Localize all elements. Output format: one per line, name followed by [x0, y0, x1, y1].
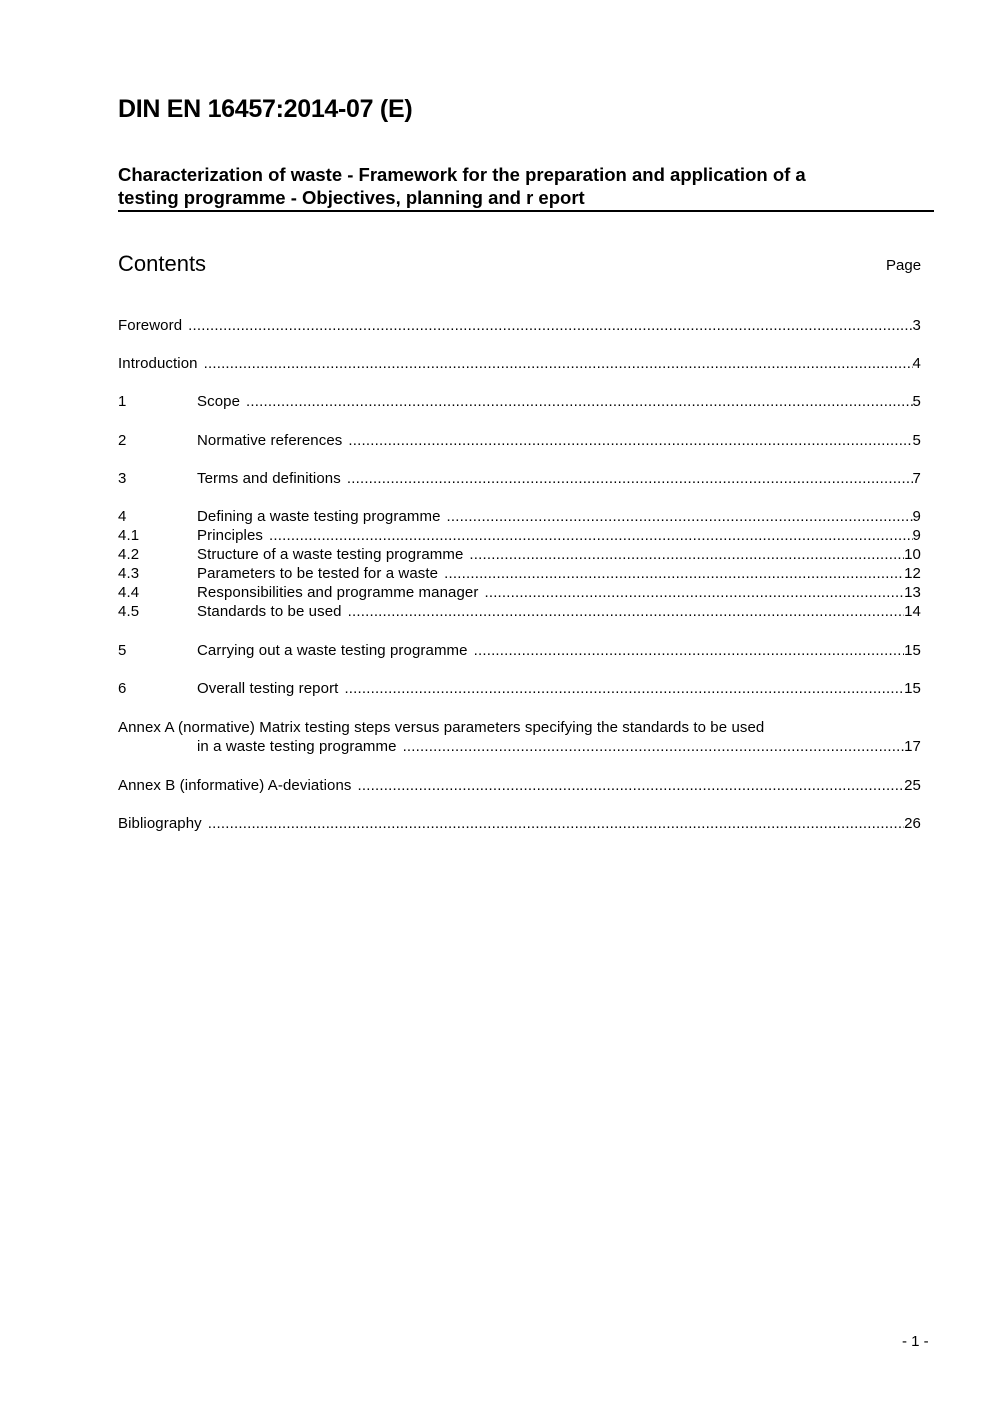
- toc-entry-title: Bibliography: [118, 815, 202, 832]
- toc-entry-title: Carrying out a waste testing programme: [197, 642, 468, 659]
- toc-entry-foreword[interactable]: [118, 316, 921, 335]
- toc-entry-page: 9: [912, 527, 921, 544]
- dot-leader: [269, 526, 913, 545]
- toc-entry-page: 7: [912, 470, 921, 487]
- dot-leader: [348, 602, 905, 621]
- toc-entry-title: Annex B (informative) A-deviations: [118, 777, 352, 794]
- toc-entry-bibliography[interactable]: [118, 814, 921, 833]
- toc-entry-page: 9: [912, 508, 921, 525]
- toc-entry-page: 3: [912, 317, 921, 334]
- dot-leader: [348, 431, 912, 450]
- toc-entry-title: Terms and definitions: [197, 470, 341, 487]
- toc-entry-number: 5: [118, 642, 127, 659]
- toc-entry-title: Normative references: [197, 432, 343, 449]
- toc-entry-page: 13: [904, 584, 921, 601]
- toc-entry-page: 25: [904, 777, 921, 794]
- dot-leader: [469, 545, 904, 564]
- dot-leader: [344, 679, 904, 698]
- document-subtitle: [118, 163, 918, 209]
- toc-entry-annex-a[interactable]: [118, 737, 921, 756]
- dot-leader: [474, 641, 905, 660]
- title-divider: [118, 210, 934, 212]
- dot-leader: [403, 737, 905, 756]
- toc-entry-title: Principles: [197, 527, 264, 544]
- page-column-label: Page: [886, 257, 922, 274]
- dot-leader: [358, 776, 905, 795]
- toc-entry-defining-programme[interactable]: [118, 507, 921, 526]
- toc-entry-number: 6: [118, 680, 127, 697]
- toc-entry-page: 15: [904, 680, 921, 697]
- toc-entry-page: 5: [912, 393, 921, 410]
- toc-entry-page: 14: [904, 603, 921, 620]
- dot-leader: [447, 507, 913, 526]
- dot-leader: [188, 316, 912, 335]
- toc-entry-title: Standards to be used: [197, 603, 342, 620]
- dot-leader: [444, 564, 904, 583]
- toc-entry-terms-and-definitions[interactable]: [118, 469, 921, 488]
- toc-entry-indent: [118, 737, 197, 756]
- toc-entry-title: Responsibilities and programme manager: [197, 584, 479, 601]
- toc-entry-standards[interactable]: [118, 602, 921, 621]
- toc-entry-annex-a-title[interactable]: Annex A (normative) Matrix testing steps versus parameters specifying the standards to be used: [118, 719, 765, 736]
- subtitle-line-2: testing programme - Objectives, planning and r eport: [118, 187, 585, 208]
- toc-entry-number: 4.2: [118, 546, 140, 563]
- document-id: DIN EN 16457:2014-07 (E): [118, 95, 413, 123]
- toc-entry-carrying-out[interactable]: [118, 641, 921, 660]
- dot-leader: [208, 814, 904, 833]
- toc-entry-structure[interactable]: [118, 545, 921, 564]
- toc-entry-number: 4: [118, 508, 127, 525]
- toc-entry-introduction[interactable]: [118, 354, 921, 373]
- toc-entry-title-continued: in a waste testing programme: [197, 738, 397, 755]
- toc-entry-parameters[interactable]: [118, 564, 921, 583]
- subtitle-line-1: Characterization of waste - Framework for the preparation and application of a: [118, 164, 806, 185]
- toc-entry-number: 2: [118, 432, 127, 449]
- dot-leader: [347, 469, 913, 488]
- toc-entry-title: Defining a waste testing programme: [197, 508, 441, 525]
- toc-entry-annex-b[interactable]: [118, 776, 921, 795]
- toc-entry-title: Foreword: [118, 317, 183, 334]
- dot-leader: [246, 392, 913, 411]
- toc-entry-number: 1: [118, 393, 127, 410]
- toc-entry-page: 15: [904, 642, 921, 659]
- toc-entry-title: Introduction: [118, 355, 198, 372]
- toc-entry-page: 12: [904, 565, 921, 582]
- dot-leader: [204, 354, 913, 373]
- toc-entry-responsibilities[interactable]: [118, 583, 921, 602]
- toc-entry-number: 4.4: [118, 584, 140, 601]
- toc-entry-title: Parameters to be tested for a waste: [197, 565, 439, 582]
- toc-entry-number: 4.3: [118, 565, 140, 582]
- toc-entry-title: Structure of a waste testing programme: [197, 546, 464, 563]
- dot-leader: [484, 583, 904, 602]
- toc-entry-page: 4: [912, 355, 921, 372]
- toc-entry-normative-references[interactable]: [118, 431, 921, 450]
- toc-entry-principles[interactable]: [118, 526, 921, 545]
- toc-entry-title: Scope: [197, 393, 241, 410]
- toc-entry-number: 4.1: [118, 527, 140, 544]
- toc-entry-page: 26: [904, 815, 921, 832]
- toc-entry-page: 10: [904, 546, 921, 563]
- toc-entry-scope[interactable]: [118, 392, 921, 411]
- contents-heading: Contents: [118, 251, 207, 276]
- toc-entry-page: 5: [912, 432, 921, 449]
- toc-entry-number: 3: [118, 470, 127, 487]
- toc-entry-title: Overall testing report: [197, 680, 339, 697]
- toc-entry-overall-report[interactable]: [118, 679, 921, 698]
- page-number: - 1 -: [902, 1333, 929, 1350]
- toc-entry-number: 4.5: [118, 603, 140, 620]
- toc-entry-page: 17: [904, 738, 921, 755]
